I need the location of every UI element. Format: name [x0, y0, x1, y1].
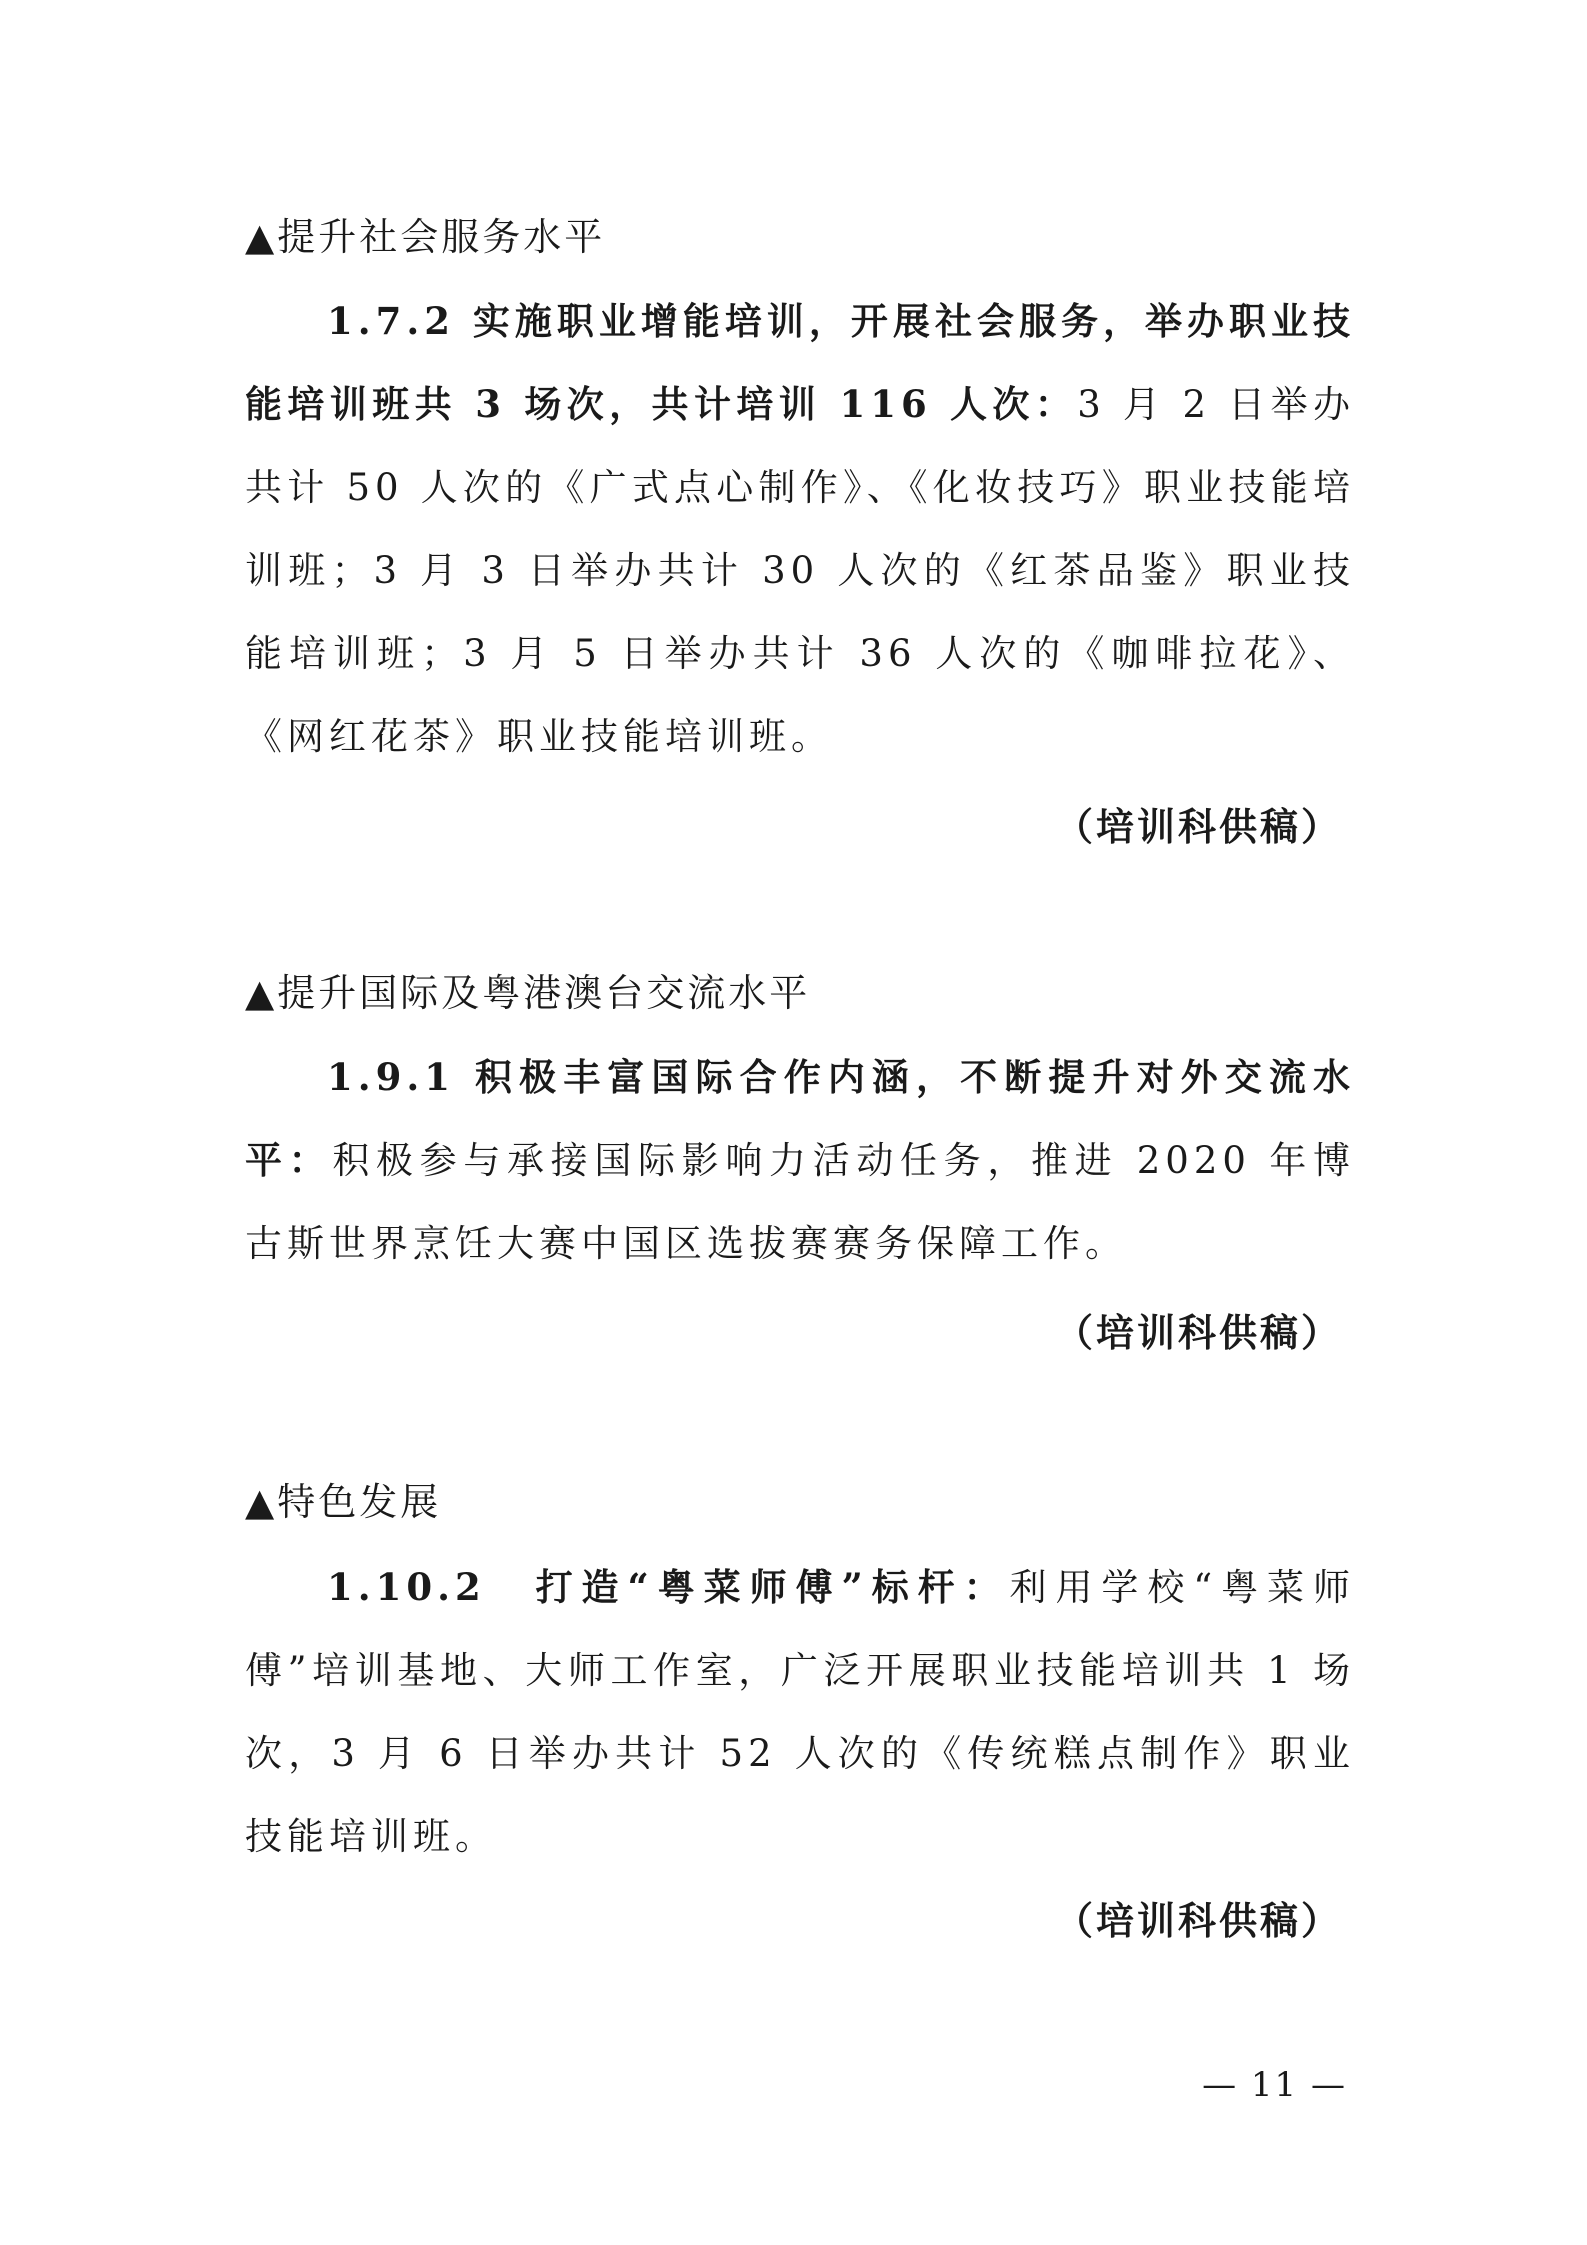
section-credit: （培训科供稿）	[1054, 1310, 1342, 1355]
section-credit: （培训科供稿）	[1054, 1898, 1342, 1943]
paragraph-body: 积极参与承接国际影响力活动任务，推进 2020 年博古斯世界烹饪大赛中国区选拔赛赛务保障工作。	[245, 1139, 1356, 1265]
page-number: — 11 —	[1202, 2065, 1347, 2105]
section-paragraph-social-service	[245, 280, 1355, 778]
paragraph-lead: 1.9.1 积极丰富国际合作内涵，不断提升对外交流水平：	[245, 1055, 1355, 1182]
section-credit: （培训科供稿）	[1054, 804, 1342, 849]
section-paragraph-featured-development	[245, 1546, 1355, 1878]
paragraph-body: 利用学校“粤菜师傅”培训基地、大师工作室，广泛开展职业技能培训共 1 场次，3 月 6 日举办共计 52 人次的《传统糕点制作》职业技能培训班。	[245, 1566, 1355, 1858]
paragraph-lead: 1.7.2 实施职业增能培训，开展社会服务，举办职业技能培训班共 3 场次，共计培训 116 人次：	[245, 299, 1355, 426]
section-heading-international-exchange: ▲提升国际及粤港澳台交流水平	[245, 971, 811, 1015]
paragraph-body: 3 月 2 日举办共计 50 人次的《广式点心制作》、《化妆技巧》职业技能培训班；3 月 3 日举办共计 30 人次的《红茶品鉴》职业技能培训班；3 月 5 日举办共计 36 人次的《咖啡拉花》、《网红花茶》职业技能培训班。	[245, 383, 1355, 758]
section-heading-social-service: ▲提升社会服务水平	[245, 215, 606, 259]
section-paragraph-international-exchange	[245, 1036, 1355, 1285]
paragraph-lead: 1.10.2 打造“粤菜师傅”标杆：	[327, 1565, 1010, 1609]
section-heading-featured-development: ▲特色发展	[245, 1480, 442, 1524]
